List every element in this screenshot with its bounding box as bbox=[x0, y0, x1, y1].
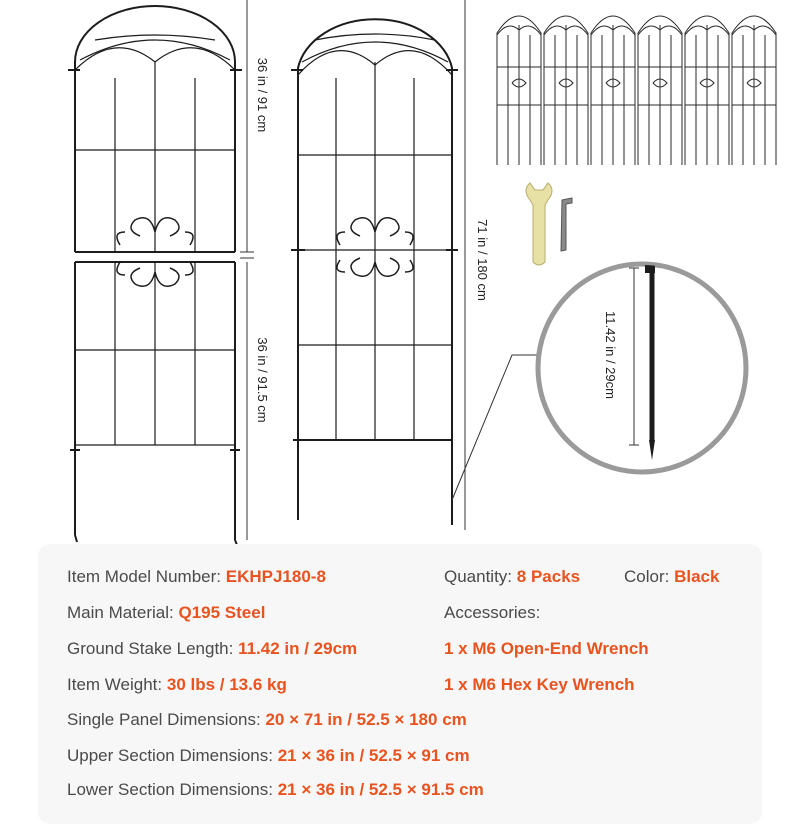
spec-lower-section-label: Lower Section Dimensions: bbox=[67, 780, 273, 799]
fence-panel-separated bbox=[68, 6, 242, 545]
total-height-label: 71 in / 180 cm bbox=[475, 219, 490, 301]
mini-panel bbox=[638, 16, 682, 165]
mini-panel bbox=[497, 16, 541, 165]
spec-model-label: Item Model Number: bbox=[67, 567, 221, 586]
spec-accessory-2 bbox=[444, 675, 635, 695]
spec-material-value: Q195 Steel bbox=[178, 603, 266, 622]
fence-panels-row bbox=[497, 16, 776, 165]
mini-panel bbox=[685, 16, 729, 165]
spec-single-panel-label: Single Panel Dimensions: bbox=[67, 710, 261, 729]
spec-accessory-1-value: 1 x M6 Open-End Wrench bbox=[444, 639, 649, 658]
mini-panel bbox=[544, 16, 588, 165]
stake-length-label: 11.42 in / 29cm bbox=[603, 311, 618, 399]
spec-accessories bbox=[444, 603, 540, 623]
spec-stake bbox=[67, 639, 357, 659]
spec-quantity-label: Quantity: bbox=[444, 567, 513, 586]
spec-material-label: Main Material: bbox=[67, 603, 174, 622]
spec-weight bbox=[67, 675, 287, 695]
spec-model bbox=[67, 567, 326, 587]
spec-stake-value: 11.42 in / 29cm bbox=[238, 639, 358, 658]
stake-zoom-circle bbox=[538, 255, 746, 472]
spec-quantity bbox=[444, 567, 580, 587]
fence-panel-assembled bbox=[291, 19, 458, 525]
spec-lower-section bbox=[67, 780, 484, 800]
upper-height-label: 36 in / 91 cm bbox=[255, 57, 270, 133]
mini-panel bbox=[732, 16, 776, 165]
spec-single-panel bbox=[67, 710, 467, 730]
spec-upper-section-value: 21 × 36 in / 52.5 × 91 cm bbox=[277, 746, 470, 765]
spec-accessory-1 bbox=[444, 639, 649, 659]
spec-color-value: Black bbox=[674, 567, 720, 586]
spec-weight-value: 30 lbs / 13.6 kg bbox=[166, 675, 287, 694]
spec-stake-label: Ground Stake Length: bbox=[67, 639, 234, 658]
hex-key-icon bbox=[561, 198, 572, 251]
spec-lower-section-value: 21 × 36 in / 52.5 × 91.5 cm bbox=[277, 780, 484, 799]
open-end-wrench-icon bbox=[526, 183, 552, 265]
spec-single-panel-value: 20 × 71 in / 52.5 × 180 cm bbox=[265, 710, 467, 729]
spec-accessory-2-value: 1 x M6 Hex Key Wrench bbox=[444, 675, 635, 694]
spec-accessories-label: Accessories: bbox=[444, 603, 541, 622]
dimension-lines-separated bbox=[240, 0, 254, 540]
spec-weight-label: Item Weight: bbox=[67, 675, 163, 694]
spec-color bbox=[624, 567, 719, 587]
lower-height-label: 36 in / 91.5 cm bbox=[255, 337, 270, 423]
mini-panel bbox=[591, 16, 635, 165]
spec-upper-section bbox=[67, 746, 470, 766]
spec-upper-section-label: Upper Section Dimensions: bbox=[67, 746, 273, 765]
spec-quantity-value: 8 Packs bbox=[516, 567, 581, 586]
spec-model-value: EKHPJ180-8 bbox=[225, 567, 326, 586]
spec-color-label: Color: bbox=[624, 567, 670, 586]
spec-material bbox=[67, 603, 265, 623]
